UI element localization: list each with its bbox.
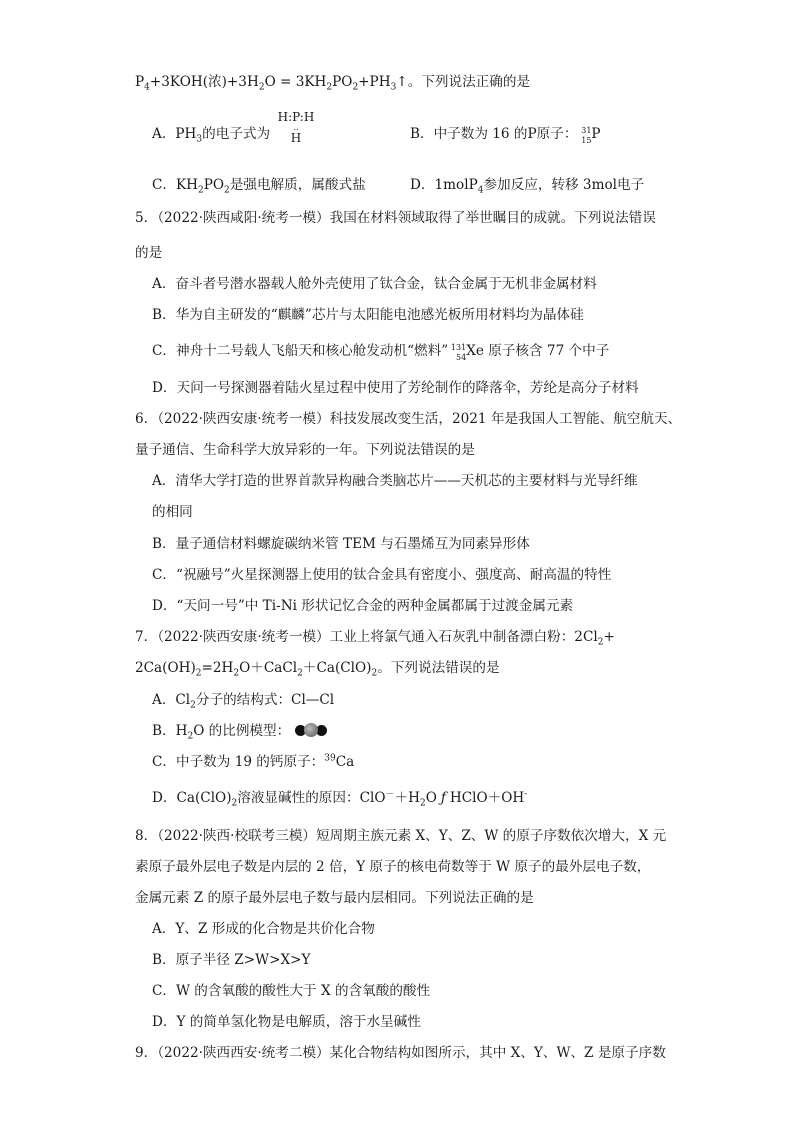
q5-stem-line1: 5．（2022·陕西咸阳·统考一模）我国在材料领域取得了举世瞩目的成就。下列说法错误 bbox=[135, 210, 656, 226]
q5-option-a: A．奋斗者号潜水器载人舱外壳使用了钛合金，钛合金属于无机非金属材料 bbox=[152, 276, 597, 292]
q8-stem-line2: 素原子最外层电子数是内层的 2 倍，Y 原子的核电荷数等于 W 原子的最外层电子数， bbox=[135, 859, 651, 875]
q7-option-d: D．$Ca(ClO)_2$溶液显碱性的原因：$ClO^-+H_2O$ ƒ HClO＋OH- bbox=[152, 789, 528, 809]
q8-option-a: A．Y、Z 形成的化合物是共价化合物 bbox=[152, 921, 375, 937]
q6-stem-line2: 量子通信、生命科学大放异彩的一年。下列说法错误的是 bbox=[135, 442, 475, 458]
q4-equation: $P_4+3KOH$(浓)$+3H_2O$ = $3KH_2PO_2+PH_3↑$。下列说法正确的是 bbox=[135, 74, 531, 93]
q5-option-b: B．华为自主研发的“麒麟”芯片与太阳能电池感光板所用材料均为晶体硅 bbox=[152, 307, 584, 323]
q8-stem-line3: 金属元素 Z 的原子最外层电子数与最内层相同。下列说法正确的是 bbox=[135, 890, 534, 906]
q7-stem-line2: $2Ca(OH)_2=2H_2O+CaCl_2+Ca(ClO)_2$。下列说法错误的是 bbox=[135, 660, 500, 679]
q6-stem-line1: 6．（2022·陕西安康·统考一模）科技发展改变生活，2021 年是我国人工智能、航空航天、 bbox=[135, 411, 682, 427]
q5-stem-line2: 的是 bbox=[135, 245, 163, 261]
q7-stem-line1: 7．（2022·陕西安康·统考一模）工业上将氯气通入石灰乳中制备漂白粉：$2Cl_2+$ bbox=[135, 629, 615, 648]
q4-option-a: A．$PH_3$的电子式为 bbox=[152, 126, 271, 145]
ph3-electron-formula: H:P:H .. H bbox=[277, 110, 315, 145]
q6-option-b: B．量子通信材料螺旋碳纳米管 TEM 与石墨烯互为同素异形体 bbox=[152, 536, 530, 552]
q8-option-d: D．Y 的简单氢化物是电解质，溶于水呈碱性 bbox=[152, 1014, 421, 1030]
q6-option-a-line2: 的相同 bbox=[152, 504, 193, 520]
q6-option-c: C．“祝融号”火星探测器上使用的钛合金具有密度小、强度高、耐高温的特性 bbox=[152, 567, 612, 583]
q4-option-b: B．中子数为 16 的P原子： 31 15 P bbox=[410, 126, 601, 145]
q7-option-b: B．$H_2O$ 的比例模型： bbox=[152, 721, 342, 741]
q4-option-c: C．$KH_2PO_2$是强电解质，属酸式盐 bbox=[152, 177, 366, 196]
q9-stem-line1: 9．（2022·陕西西安·统考二模）某化合物结构如图所示，其中 X、Y、W、Z 是原子序数 bbox=[135, 1045, 666, 1061]
q4-option-d: D．1molP$_4$参加反应，转移 3mol电子 bbox=[410, 177, 645, 196]
q5-option-c: C．神舟十二号载人飞船天和核心舱发动机“燃料” 131 54 Xe 原子核含 77 个中子 bbox=[152, 343, 610, 362]
q5-option-d: D．天问一号探测器着陆火星过程中使用了芳纶制作的降落伞，芳纶是高分子材料 bbox=[152, 380, 639, 396]
q7-option-a: A．$Cl_2$分子的结构式：Cl—Cl bbox=[152, 692, 335, 711]
q8-option-b: B．原子半径 Z>W>X>Y bbox=[152, 952, 311, 968]
q7-option-c: C．中子数为 19 的钙原子：$^{39}$Ca bbox=[152, 753, 355, 770]
q6-option-d: D．“天问一号”中 Ti-Ni 形状记忆合金的两种金属都属于过渡金属元素 bbox=[152, 598, 574, 614]
water-space-filling-model bbox=[294, 722, 342, 738]
q8-stem-line1: 8．（2022·陕西·校联考三模）短周期主族元素 X、Y、Z、W 的原子序数依次增大，X 元 bbox=[135, 828, 667, 844]
q6-option-a-line1: A．清华大学打造的世界首款异构融合类脑芯片——天机芯的主要材料与光导纤维 bbox=[152, 473, 638, 489]
q8-option-c: C．W 的含氧酸的酸性大于 X 的含氧酸的酸性 bbox=[152, 983, 431, 999]
